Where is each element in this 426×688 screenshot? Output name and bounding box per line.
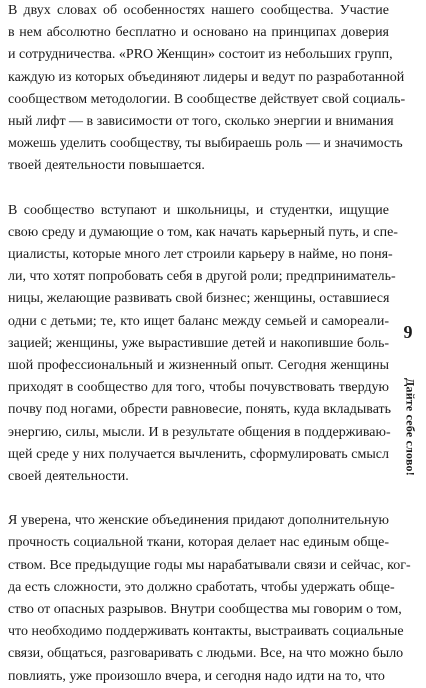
text-line: циалисты, которые много лет строили карьеру в найме, но поня- [8,247,393,263]
text-line: почву под ногами, обрести равновесие, понять, куда вкладывать [8,402,392,418]
text-line: своей деятельности. [8,469,129,485]
text-line: зацией; женщины, уже вырастившие детей и накопившие боль- [8,335,389,351]
paragraph-1 [8,0,406,178]
running-head-vertical: Дайте себе слово! [403,378,418,476]
text-line: прочность социальной ткани, которая делает нас единым обще- [8,535,389,551]
text-line: сообществом методологии. В сообществе действует свой социаль- [8,91,406,107]
text-line: одни с детьми; те, кто ищет баланс между семьей и самореали- [8,313,389,329]
text-line: приходят в сообщество для того, чтобы почувствовать твердую [8,380,389,396]
text-line: В сообщество вступают и школьницы, и студентки, ищущие [8,202,389,218]
text-line: в нем абсолютно бесплатно и основано на принципах доверия [8,25,389,41]
text-line: шой профессиональный и жизненный опыт. Сегодня женщины [8,358,389,374]
text-line: В двух словах об особенностях нашего сообщества. Участие [8,3,389,18]
text-line: каждую из которых объединяют лидеры и ведут по разработанной [8,69,405,85]
paragraph-2 [8,200,398,489]
text-line: энергию, силы, мысли. И в результате общения в поддерживаю- [8,424,391,440]
text-line: связи, общаться, разговаривать с людьми. Все, на что можно было [8,646,404,662]
page-number: 9 [403,322,413,342]
text-line: свою среду и думающие о том, как начать карьерный путь, и спе- [8,224,398,240]
text-line: повлиять, уже произошло вчера, и сегодня надо идти на то, что [8,668,385,684]
text-line: да есть сложности, это должно сработать, чтобы удержать обще- [8,579,395,595]
text-line: ницы, желающие развивать свой бизнес; женщины, оставшиеся [8,291,390,307]
text-line: Я уверена, что женские объединения придают дополнительную [8,513,389,529]
text-line: твоей деятельности повышается. [8,158,205,174]
text-line: ли, что хотят попробовать себя в другой роли; предприниматель- [8,269,396,285]
text-line: и сотрудничества. «PRO Женщин» состоит из небольших групп, [8,47,393,63]
text-line: ство от опасных разрывов. Внутри сообщества мы говорим о том, [8,602,402,618]
text-line: ный лифт — в зависимости от того, сколько энергии и внимания [8,114,394,130]
text-line: щей среде у них получается вычленить, сформулировать смысл [8,446,389,462]
text-line: ством. Все предыдущие годы мы нарабатывали связи и сейчас, ког- [8,557,411,573]
paragraph-3 [8,510,411,688]
text-line: можешь уделить сообществу, ты выбираешь роль — и значимость [8,136,403,152]
text-line: что необходимо поддерживать контакты, выстраивать социальные [8,624,404,640]
